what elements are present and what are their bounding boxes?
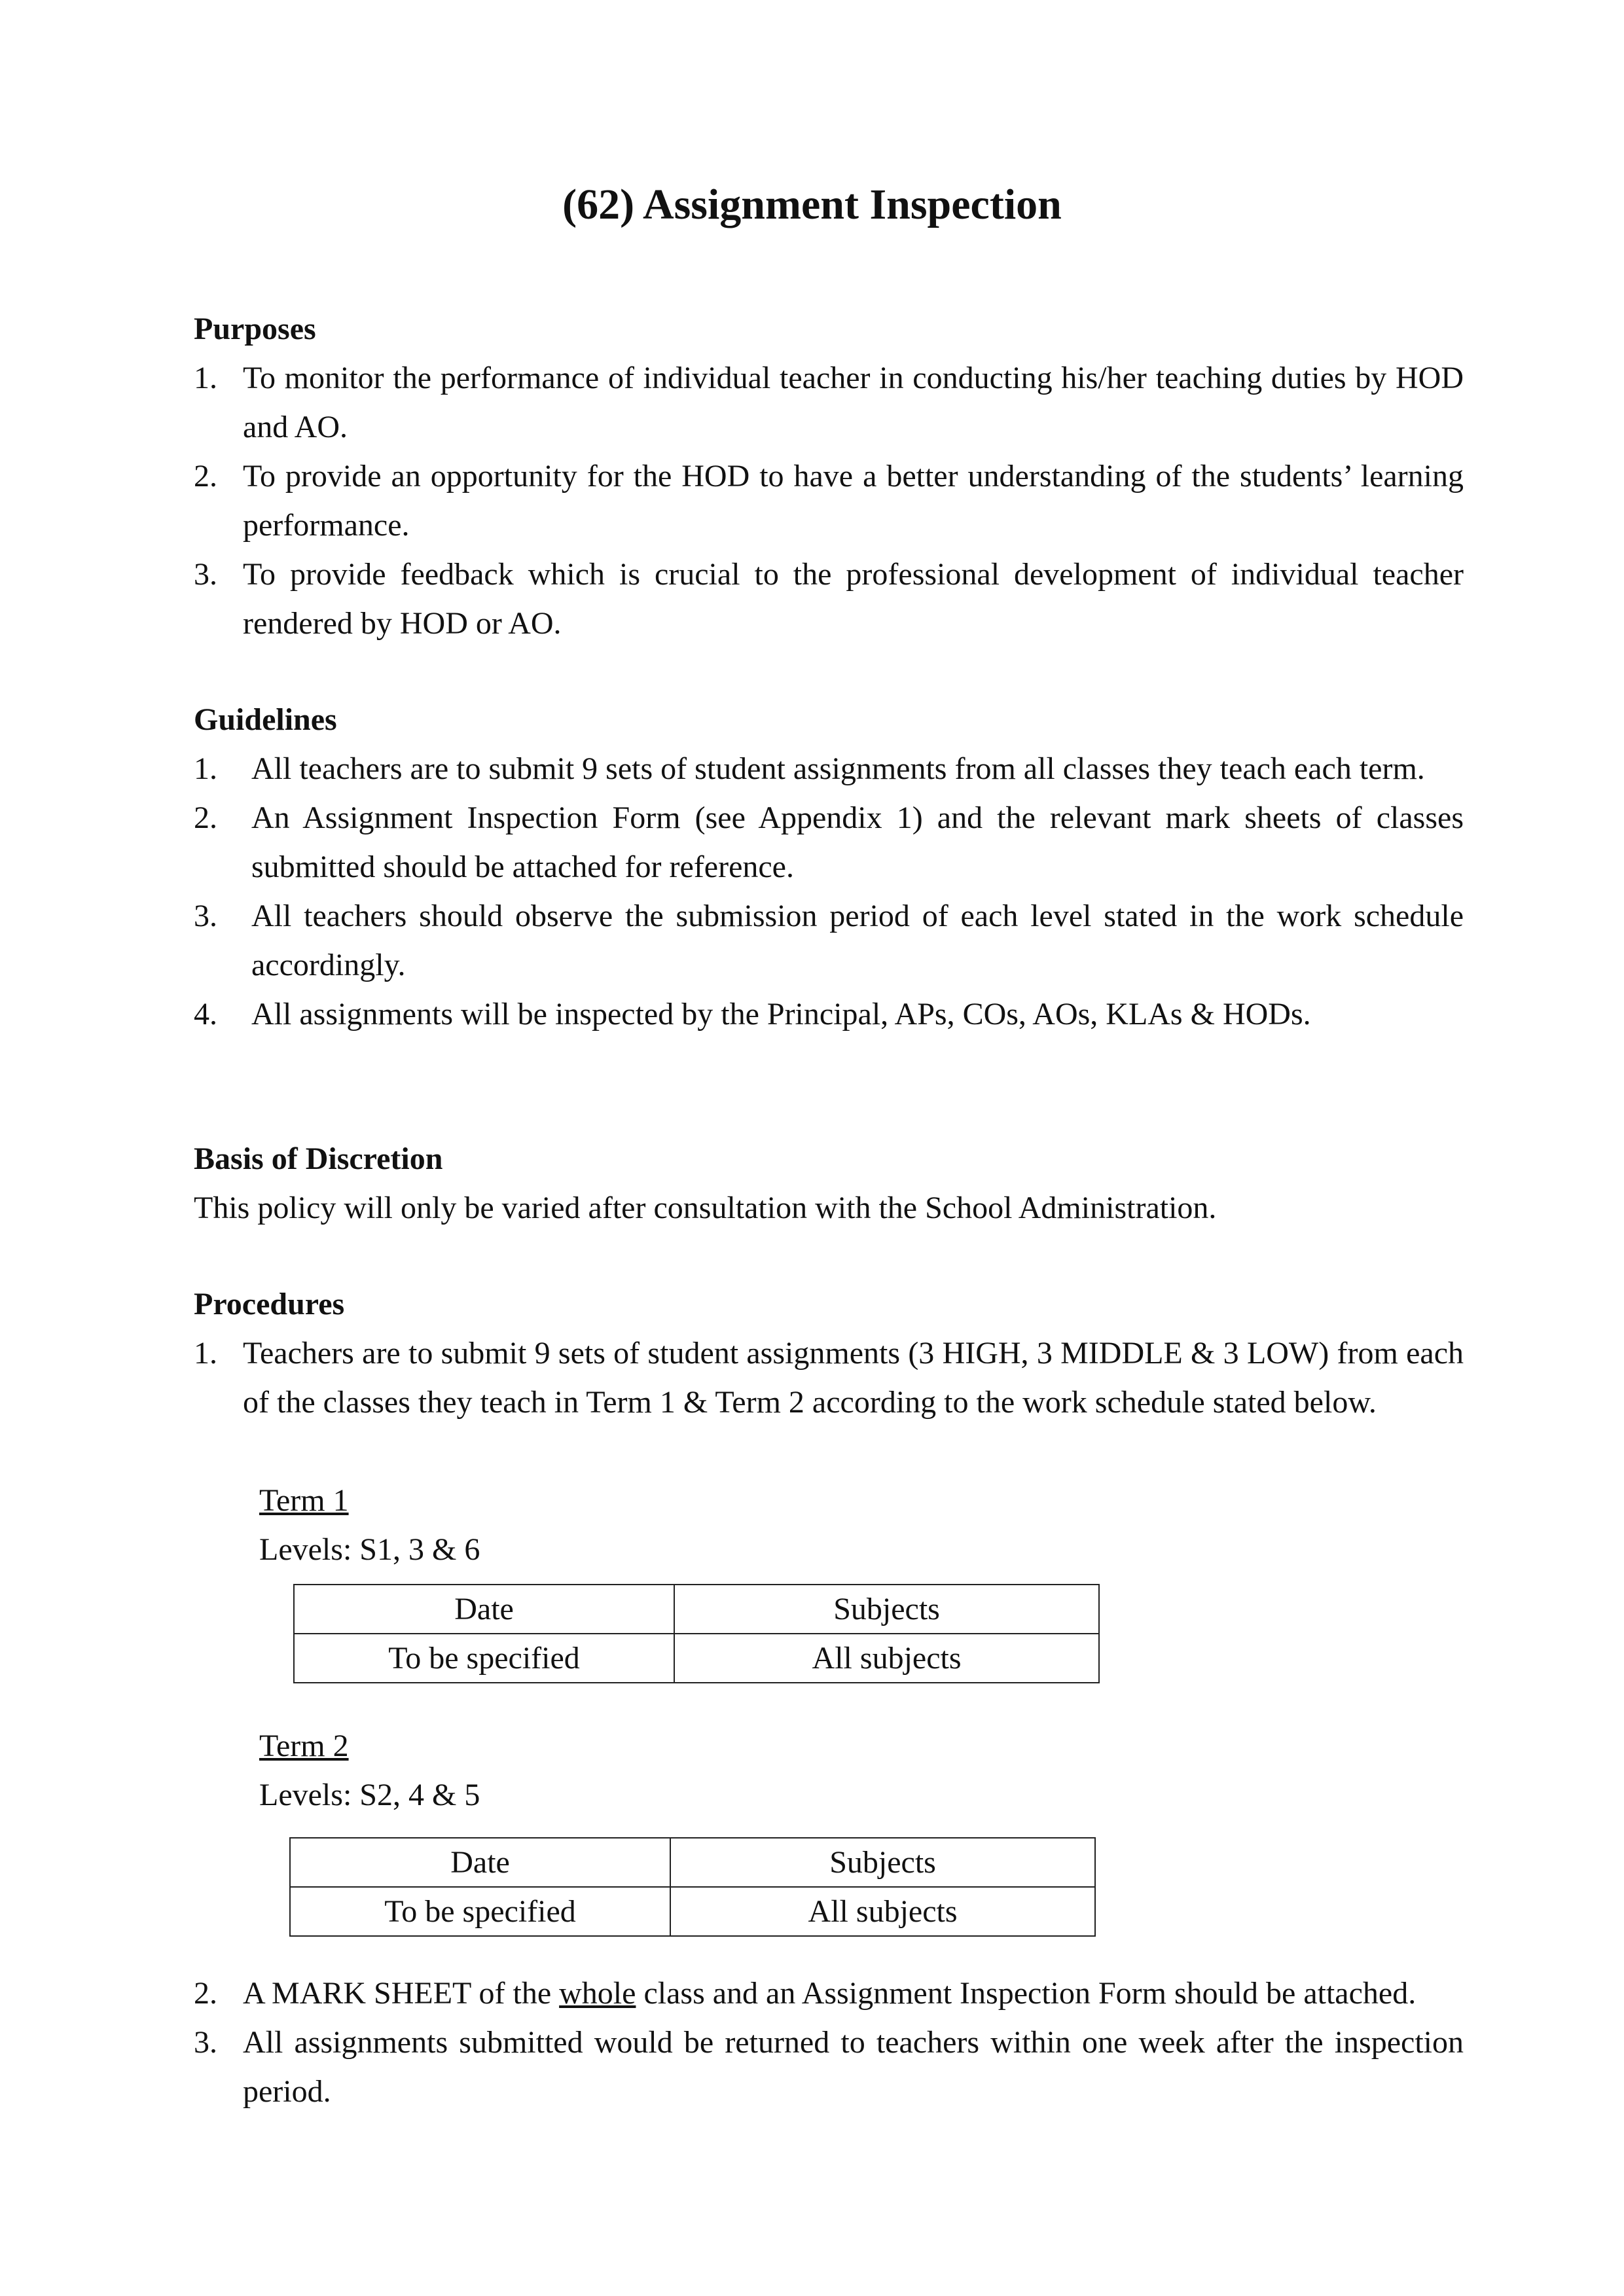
discretion-section [194,1134,1464,1232]
purposes-section [194,304,1464,648]
table-header-row [290,1838,1095,1887]
table-cell: All subjects [674,1634,1099,1683]
list-item: 3. To provide feedback which is crucial to the professional development of individual teacher rendered by HOD or AO. [194,557,1464,641]
procedures-heading: Procedures [194,1287,345,1321]
procedures-list-continued [194,1969,1464,2116]
list-item: 2. A MARK SHEET of the whole class and an Assignment Inspection Form should be attached. [194,1976,1416,2011]
guidelines-section [194,695,1464,1039]
discretion-text: This policy will only be varied after consultation with the School Administration. [194,1191,1217,1225]
table-header-cell: Date [294,1585,674,1634]
list-item: 4. All assignments will be inspected by the Principal, APs, COs, AOs, KLAs & HODs. [194,997,1311,1031]
term1-schedule-table [293,1584,1100,1683]
page-title: (62) Assignment Inspection [562,181,1062,228]
table-cell: All subjects [670,1887,1095,1936]
term2-schedule-table [289,1837,1096,1937]
guidelines-heading: Guidelines [194,702,337,737]
term1-block [259,1476,480,1574]
term2-title: Term 2 [259,1729,349,1763]
list-item: 1. All teachers are to submit 9 sets of student assignments from all classes they teach each term. [194,751,1425,786]
procedures-list [194,1329,1464,1427]
procedures-continued [194,1969,1464,2116]
procedures-section [194,1280,1464,1427]
purposes-list [194,353,1464,648]
list-item: 3. All teachers should observe the submission period of each level stated in the work schedule accordingly. [194,899,1464,982]
underlined-word: whole [559,1976,636,2011]
purposes-heading: Purposes [194,312,316,346]
term2-block [259,1721,480,1820]
table-header-cell: Subjects [674,1585,1099,1634]
term1-levels: Levels: S1, 3 & 6 [259,1532,480,1567]
list-item: 1. To monitor the performance of individual teacher in conducting his/her teaching duties by HOD and AO. [194,361,1464,444]
table-header-row [294,1585,1099,1634]
table-header-cell: Subjects [670,1838,1095,1887]
term1-title: Term 1 [259,1483,349,1518]
guidelines-list [194,744,1464,1039]
table-cell: To be specified [290,1887,670,1936]
list-item: 2. To provide an opportunity for the HOD to have a better understanding of the students’ learning performance. [194,459,1464,543]
table-row [290,1887,1095,1936]
list-item: 1. Teachers are to submit 9 sets of student assignments (3 HIGH, 3 MIDDLE & 3 LOW) from each of the classes they teach in Term 1 & Term 2 according to the work schedule stated below. [194,1336,1464,1420]
table-row [294,1634,1099,1683]
table-header-cell: Date [290,1838,670,1887]
list-item: 3. All assignments submitted would be returned to teachers within one week after the inspection period. [194,2025,1464,2109]
list-item: 2. An Assignment Inspection Form (see Appendix 1) and the relevant mark sheets of classes submitted should be attached for reference. [194,800,1464,884]
discretion-heading: Basis of Discretion [194,1141,443,1176]
table-cell: To be specified [294,1634,674,1683]
term2-levels: Levels: S2, 4 & 5 [259,1778,480,1812]
